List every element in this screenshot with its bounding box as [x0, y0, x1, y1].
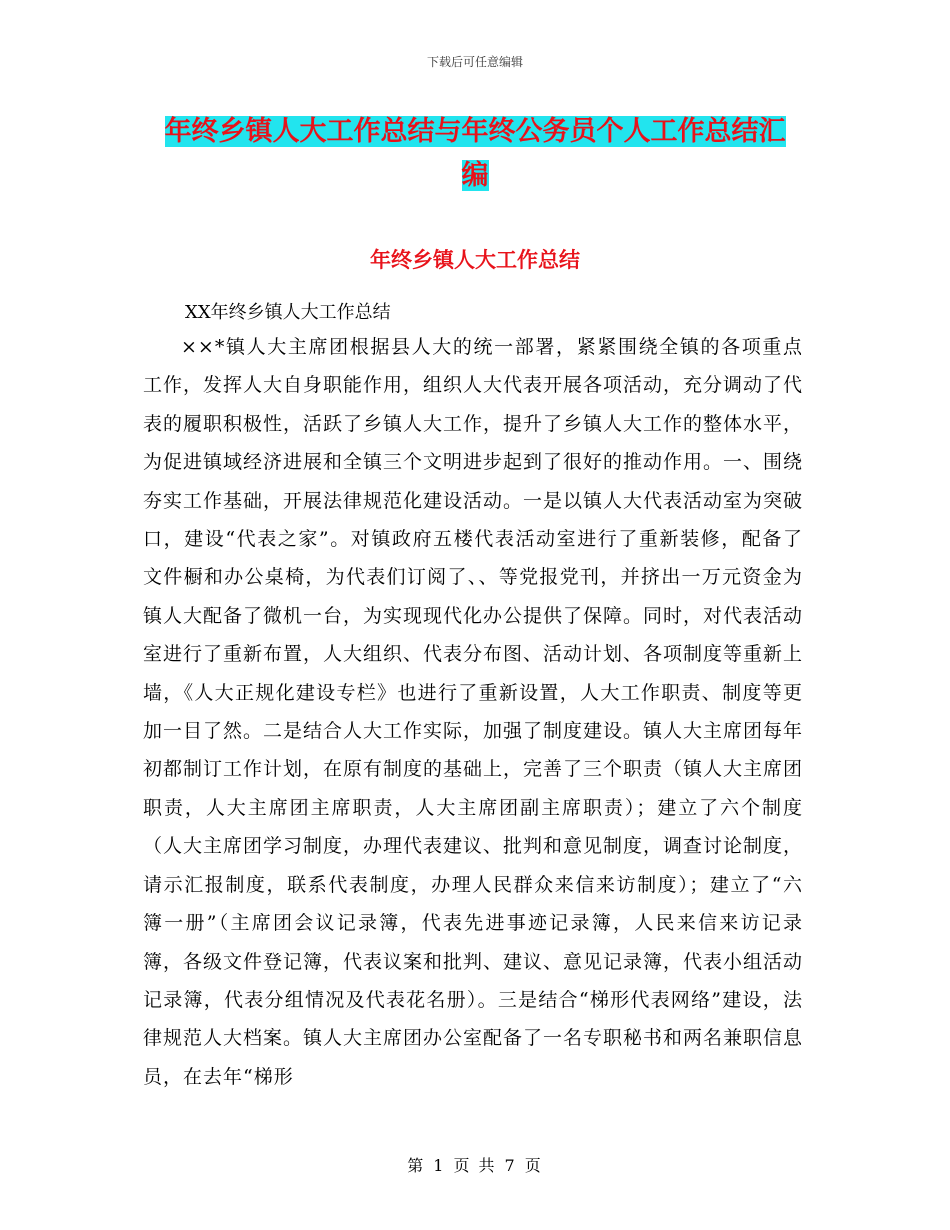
footer-total-pages: 7	[504, 1156, 517, 1175]
footer-middle: 页 共	[453, 1156, 497, 1175]
section-subtitle: 年终乡镇人大工作总结	[370, 248, 580, 272]
doc-title: XX年终乡镇人大工作总结	[185, 302, 391, 323]
page-footer	[0, 1153, 950, 1176]
main-title-line2: 编	[461, 160, 489, 191]
footer-suffix: 页	[524, 1156, 543, 1175]
main-title-line1: 年终乡镇人大工作总结与年终公务员个人工作总结汇	[164, 116, 786, 147]
main-title	[150, 110, 800, 198]
footer-prefix: 第	[407, 1156, 426, 1175]
footer-page-number: 1	[433, 1156, 446, 1175]
body-paragraph: ××*镇人大主席团根据县人大的统一部署，紧紧围绕全镇的各项重点工作，发挥人大自身职能作用，组织人大代表开展各项活动，充分调动了代表的履职积极性，活跃了乡镇人大工作，提升了乡镇人大工作的整体水平，为促进镇域经济进展和全镇三个文明进步起到了很好的推动作用。一、围绕夯实工作基础，开展法律规范化建设活动。一是以镇人大代表活动室为突破口，建设“代表之家”。对镇政府五楼代表活动室进行了重新装修，配备了文件橱和办公桌椅，为代表们订阅了、、等党报党刊，并挤出一万元资金为镇人大配备了微机一台，为实现现代化办公提供了保障。同时，对代表活动室进行了重新布置，人大组织、代表分布图、活动计划、各项制度等重新上墙，《人大正规化建设专栏》也进行了重新设置，人大工作职责、制度等更加一目了然。二是结合人大工作实际，加强了制度建设。镇人大主席团每年初都制订工作计划，在原有制度的基础上，完善了三个职责（镇人大主席团职责，人大主席团主席职责，人大主席团副主席职责）；建立了六个制度（人大主席团学习制度，办理代表建议、批判和意见制度，调查讨论制度，请示汇报制度，联系代表制度，办理人民群众来信来访制度）；建立了“六簿一册”（主席团会议记录簿，代表先进事迹记录簿，人民来信来访记录簿，各级文件登记簿，代表议案和批判、建议、意见记录簿，代表小组活动记录簿，代表分组情况及代表花名册）。三是结合“梯形代表网络”建设，法律规范人大档案。镇人大主席团办公室配备了一名专职秘书和两名兼职信息员，在去年“梯形	[143, 336, 804, 1088]
header-note: 下载后可任意编辑	[426, 55, 523, 69]
